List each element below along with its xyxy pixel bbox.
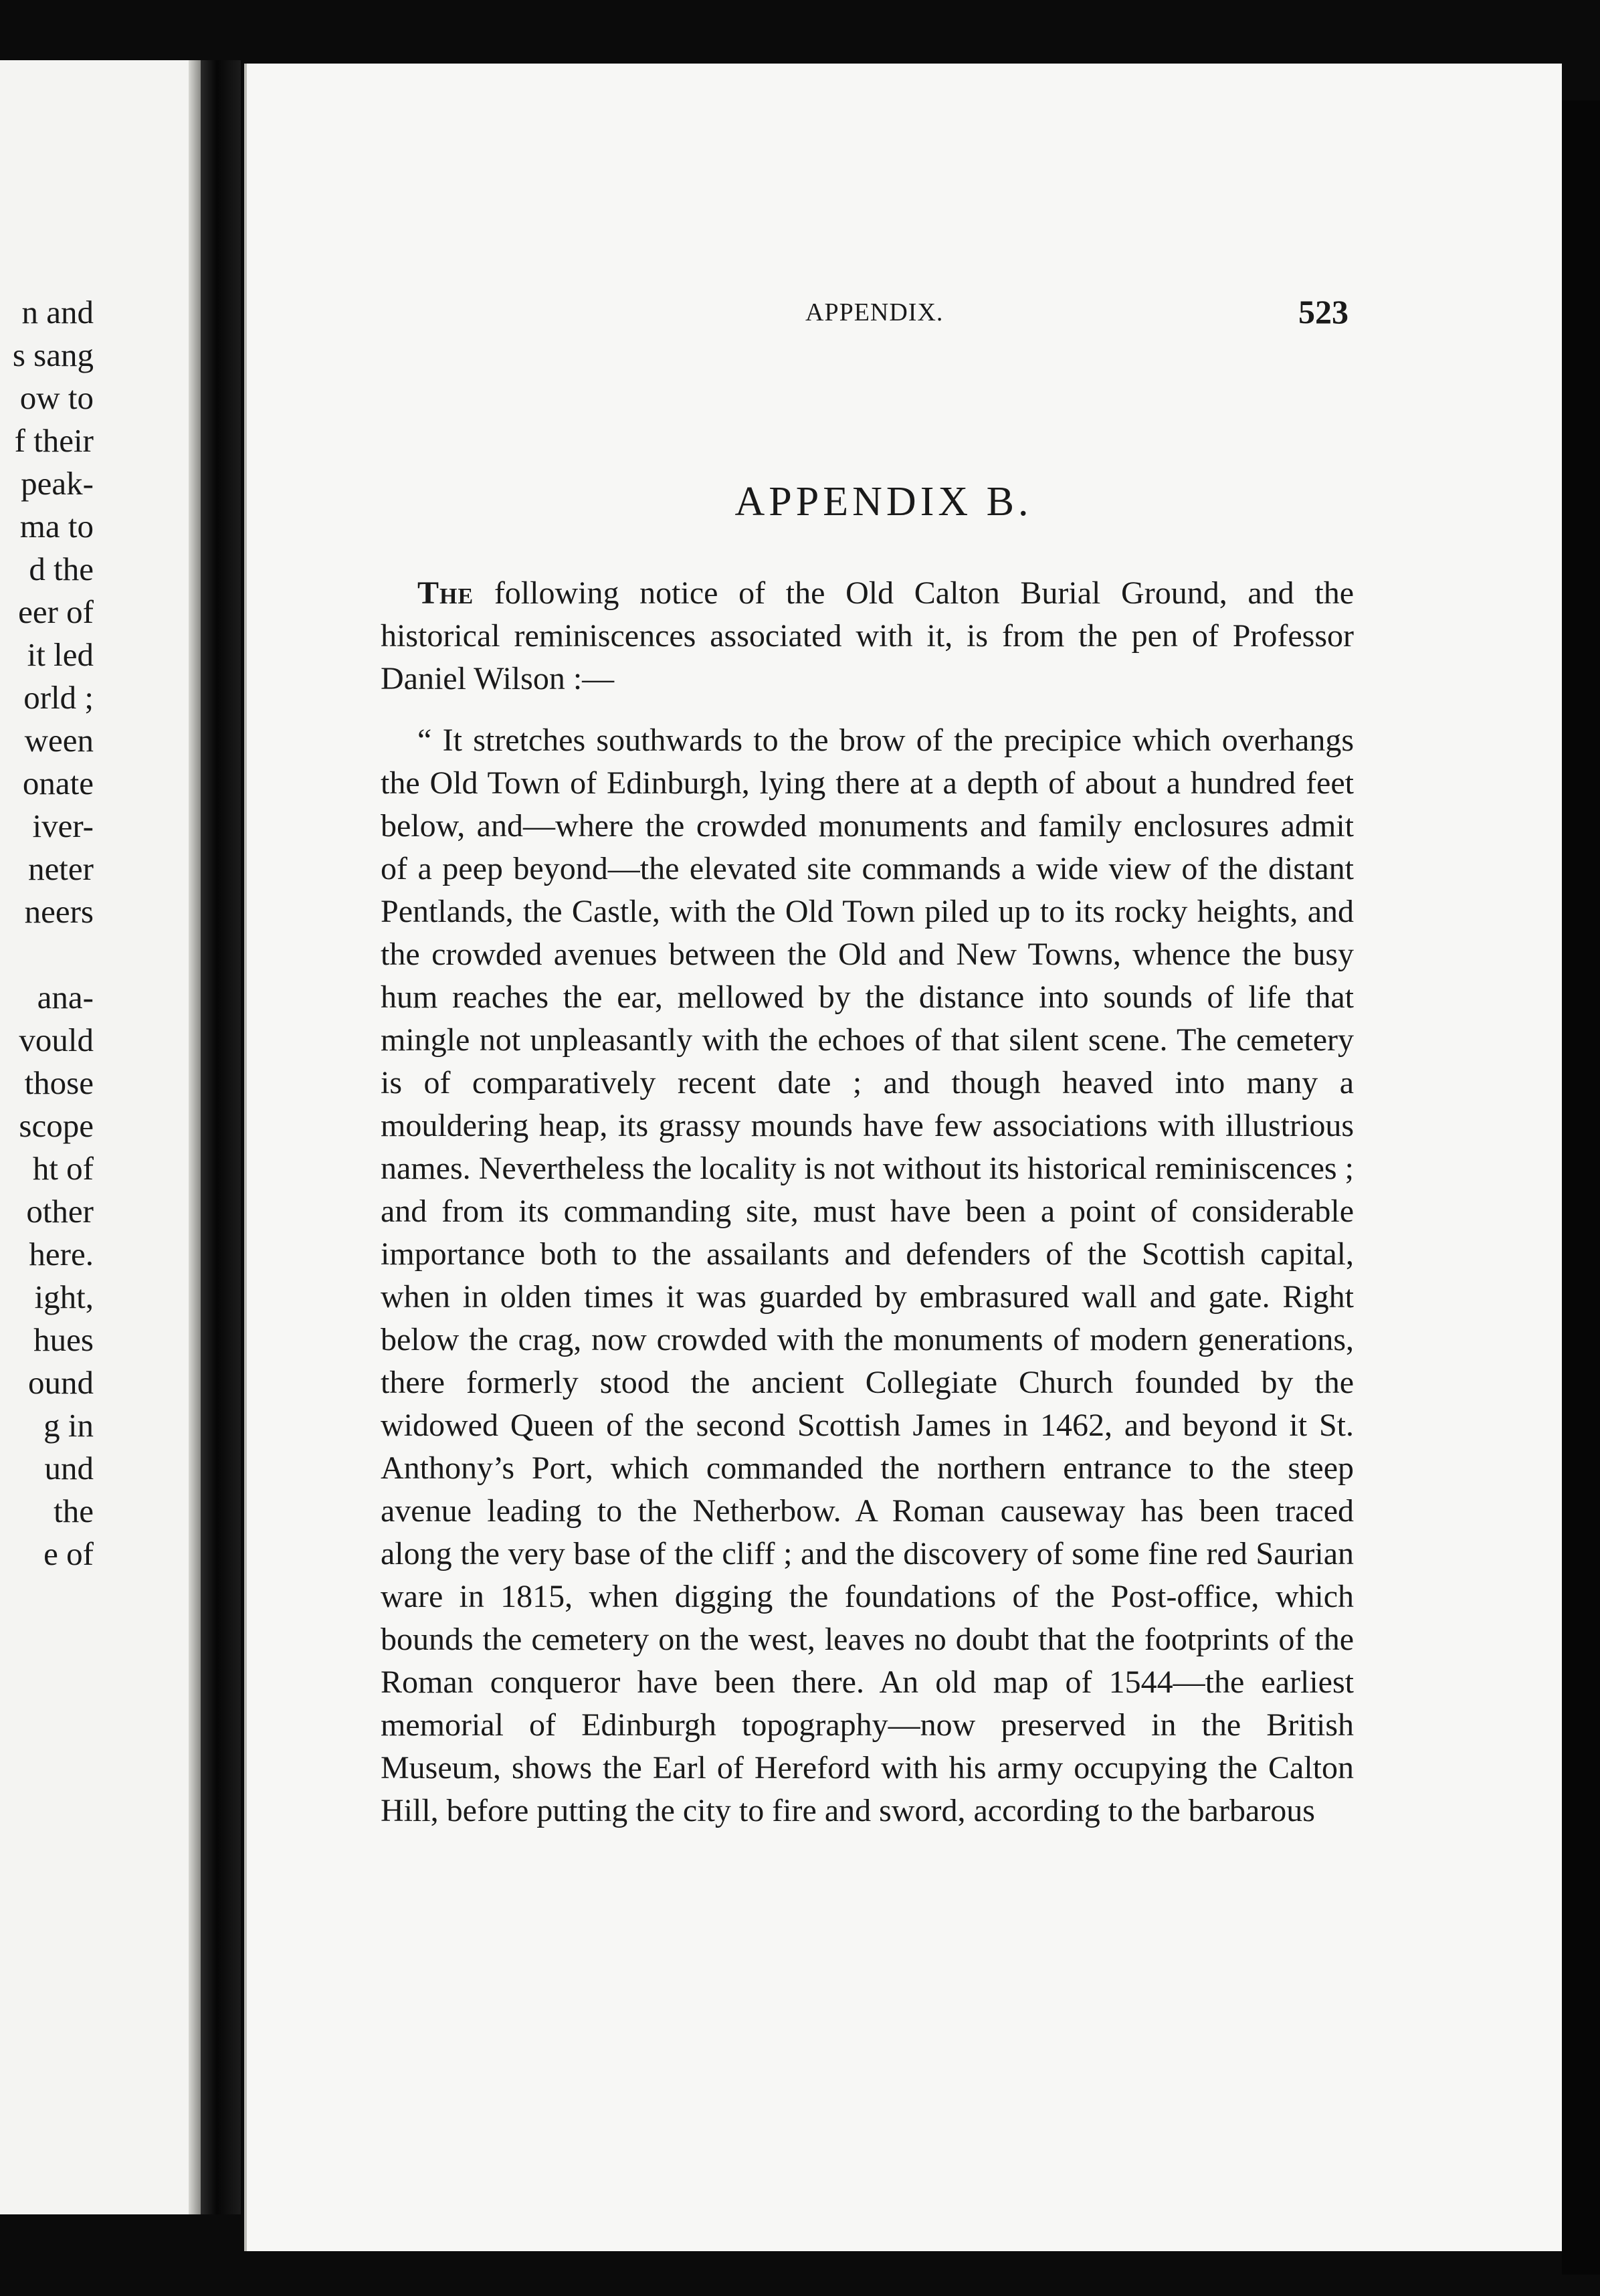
previous-page-line: other	[26, 1193, 94, 1230]
previous-page-line: f their	[14, 422, 94, 459]
previous-page-fragment	[0, 60, 201, 2214]
intro-lead-word: The	[417, 575, 474, 611]
quotation-paragraph: “ It stretches southwards to the brow of the precipice which overhangs the Old Town of Edinburgh, lying there at a depth of about a hundred feet below, and—where the crowded monuments and family enclosures admit of a peep beyond—the elevated site commands a wide view of the distant Pentlands, the Castle, with the Old Town piled up to its rocky heights, and the crowded avenues between the Old and New Towns, whence the busy hum reaches the ear, mellowed by the distance into sounds of life that mingle not unpleasantly with the echoes of that silent scene. The cemetery is of comparatively recent date ; and though heaved into many a mouldering heap, its grassy mounds have few associations with illustrious names. Nevertheless the locality is not without its historical reminiscences ; and from its commanding site, must have been a point of considerable importance both to the assailants and defenders of the Scottish capital, when in olden times it was guarded by embrasured wall and gate. Right below the crag, now crowded with the monuments of modern generations, there formerly stood the ancient Collegiate Church founded by the widowed Queen of the second Scottish James in 1462, and beyond it St. Anthony’s Port, which commanded the northern entrance to the steep avenue leading to the Netherbow. A Roman causeway has been traced along the very base of the cliff ; and the discovery of some fine red Saurian ware in 1815, when digging the foundations of the Post-office, which bounds the cemetery on the west, leaves no doubt that the footprints of the Roman conqueror have been there. An old map of 1544—the earliest memorial of Edinburgh topography—now preserved in the British Museum, shows the Earl of Hereford with his army occupying the Calton Hill, before putting the city to fire and sword, according to the barbarous	[381, 723, 1354, 1828]
page-gutter-shadow	[189, 60, 201, 2214]
previous-page-line: iver-	[32, 807, 94, 844]
previous-page-line: vould	[19, 1022, 94, 1058]
previous-page-line: ound	[28, 1364, 94, 1401]
running-head-title: APPENDIX.	[805, 298, 944, 326]
previous-page-line: ween	[24, 722, 94, 759]
appendix-heading: APPENDIX B.	[734, 479, 1033, 524]
previous-page-line: neter	[28, 850, 94, 887]
previous-page-line: s sang	[12, 337, 94, 373]
previous-page-line	[13, 933, 94, 976]
previous-page-line: eer of	[18, 593, 94, 630]
previous-page-line: ana-	[37, 979, 94, 1016]
previous-page-line: the	[54, 1493, 94, 1529]
previous-page-line: n and	[21, 294, 94, 330]
previous-page-line: peak-	[21, 465, 94, 502]
intro-paragraph	[381, 572, 1354, 700]
previous-page-line: e of	[43, 1535, 94, 1572]
book-page	[244, 64, 1562, 2251]
previous-page-line: orld ;	[23, 679, 94, 716]
running-head	[247, 293, 1562, 338]
previous-page-line: und	[44, 1450, 94, 1487]
previous-page-line: ight,	[34, 1278, 94, 1315]
body-text	[381, 572, 1354, 1832]
previous-page-line: hues	[33, 1321, 94, 1358]
previous-page-line: ht of	[32, 1150, 94, 1187]
previous-page-line: ma to	[19, 508, 94, 545]
previous-page-line: scope	[19, 1107, 94, 1144]
intro-text: following notice of the Old Calton Burial Ground, and the historical reminiscences associated with it, is from the pen of Professor Daniel Wilson :—	[381, 575, 1354, 696]
book-spine-divider	[201, 60, 241, 2214]
previous-page-line: ow to	[19, 379, 94, 416]
scan-right-edge	[1562, 100, 1600, 2275]
previous-page-line: it led	[27, 636, 94, 673]
previous-page-line: those	[24, 1064, 94, 1101]
previous-page-line: neers	[24, 893, 94, 930]
previous-page-line: here.	[29, 1236, 94, 1272]
page-number: 523	[1298, 293, 1348, 330]
previous-page-line: g in	[43, 1407, 94, 1444]
previous-page-line: d the	[29, 551, 94, 587]
previous-page-line: onate	[22, 765, 94, 801]
previous-page-text	[13, 291, 94, 1575]
